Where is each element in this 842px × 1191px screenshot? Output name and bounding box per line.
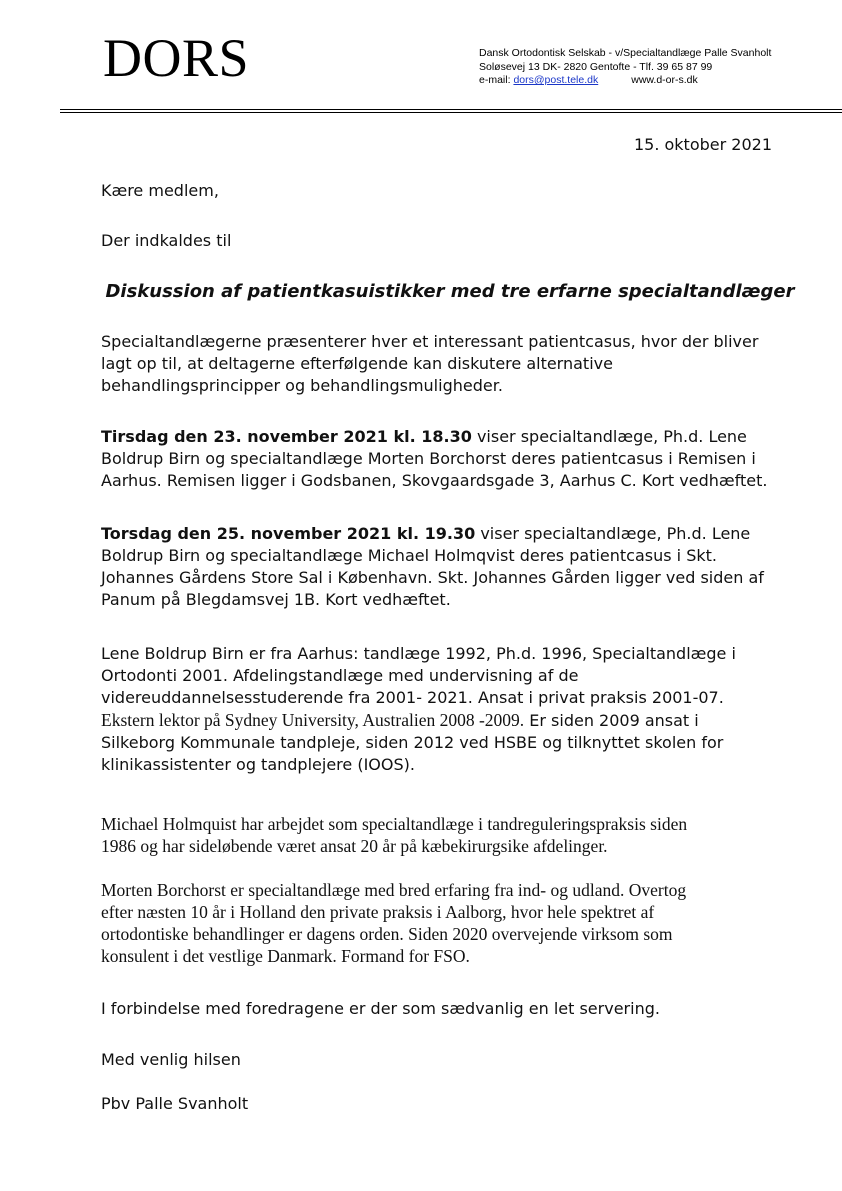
text-line: Lene Boldrup Birn er fra Aarhus: tandlæge 1992, Ph.d. 1996, Specialtandlæge i bbox=[101, 644, 736, 663]
serving-note: I forbindelse med foredragene er der som sædvanlig en let servering. bbox=[101, 999, 660, 1018]
paragraph-bio-michael bbox=[101, 813, 801, 857]
text-fragment: viser specialtandlæge, Ph.d. Lene bbox=[471, 427, 747, 446]
text-line bbox=[101, 523, 801, 545]
text-fragment: viser specialtandlæge, Ph.d. Lene bbox=[475, 524, 751, 543]
event-title: Diskussion af patientkasuistikker med tre erfarne specialtandlæger bbox=[105, 281, 795, 302]
event-datetime: Tirsdag den 23. november 2021 kl. 18.30 bbox=[101, 427, 472, 446]
text-line: Michael Holmquist har arbejdet som specialtandlæge i tandreguleringspraksis siden bbox=[101, 814, 688, 834]
intro-text: Der indkaldes til bbox=[101, 231, 232, 250]
greeting: Kære medlem, bbox=[101, 181, 219, 200]
text-line bbox=[101, 709, 801, 732]
text-line: videreuddannelsesstuderende fra 2001- 2021. Ansat i privat praksis 2001-07. bbox=[101, 688, 724, 707]
text-line: Panum på Blegdamsvej 1B. Kort vedhæftet. bbox=[101, 590, 451, 609]
org-line: Dansk Ortodontisk Selskab - v/Specialtandlæge Palle Svanholt bbox=[479, 47, 772, 59]
text-line: Specialtandlægerne præsenterer hver et interessant patientcasus, hvor der bliver bbox=[101, 332, 759, 351]
paragraph-purpose bbox=[101, 331, 801, 397]
text-line: Silkeborg Kommunale tandpleje, siden 2012 ved HSBE og tilknyttet skolen for bbox=[101, 733, 724, 752]
header-rule-top bbox=[60, 109, 842, 110]
address-line: Soløsevej 13 DK- 2820 Gentofte - Tlf. 39 65 87 99 bbox=[479, 60, 713, 73]
text-line: Boldrup Birn og specialtandlæge Michael Holmqvist deres patientcasus i Skt. bbox=[101, 546, 717, 565]
website-text: www.d-or-s.dk bbox=[631, 74, 698, 86]
text-line: Morten Borchorst er specialtandlæge med bred erfaring fra ind- og udland. Overtog bbox=[101, 880, 687, 900]
text-line: konsulent i det vestlige Danmark. Formand for FSO. bbox=[101, 946, 470, 966]
letterhead-contact bbox=[479, 47, 771, 88]
text-fragment: Er siden 2009 ansat i bbox=[524, 711, 699, 730]
text-line: behandlingsprincipper og behandlingsmuligheder. bbox=[101, 376, 503, 395]
paragraph-event-aarhus bbox=[101, 426, 801, 492]
text-line: 1986 og har sideløbende været ansat 20 år på kæbekirurgsike afdelinger. bbox=[101, 836, 608, 856]
paragraph-event-copenhagen bbox=[101, 523, 801, 611]
text-line: klinikassistenter og tandplejere (IOOS). bbox=[101, 755, 415, 774]
email-label: e-mail: bbox=[479, 74, 514, 86]
text-fragment: Ekstern lektor på Sydney University, Australien 2008 -2009. bbox=[101, 710, 525, 730]
dors-logo: DORS bbox=[103, 28, 250, 88]
closing-text: Med venlig hilsen bbox=[101, 1050, 241, 1069]
text-line: Boldrup Birn og specialtandlæge Morten Borchorst deres patientcasus i Remisen i bbox=[101, 449, 756, 468]
text-line: ortodontiske behandlinger er dagens orden. Siden 2020 overvejende virksom som bbox=[101, 924, 673, 944]
paragraph-bio-lene bbox=[101, 643, 801, 776]
text-line bbox=[101, 426, 801, 448]
text-line: lagt op til, at deltagerne efterfølgende kan diskutere alternative bbox=[101, 354, 613, 373]
contact-line bbox=[479, 74, 771, 88]
text-line: Aarhus. Remisen ligger i Godsbanen, Skovgaardsgade 3, Aarhus C. Kort vedhæftet. bbox=[101, 471, 768, 490]
text-line: efter næsten 10 år i Holland den private praksis i Aalborg, hvor hele spektret af bbox=[101, 902, 655, 922]
paragraph-bio-morten bbox=[101, 879, 801, 967]
email-link[interactable]: dors@post.tele.dk bbox=[513, 74, 599, 86]
text-line: Johannes Gårdens Store Sal i København. Skt. Johannes Gården ligger ved siden af bbox=[101, 568, 764, 587]
event-datetime: Torsdag den 25. november 2021 kl. 19.30 bbox=[101, 524, 476, 543]
signature: Pbv Palle Svanholt bbox=[101, 1094, 249, 1113]
letter-date: 15. oktober 2021 bbox=[633, 135, 772, 154]
text-line: Ortodonti 2001. Afdelingstandlæge med undervisning af de bbox=[101, 666, 579, 685]
header-rule-bottom bbox=[60, 112, 842, 113]
